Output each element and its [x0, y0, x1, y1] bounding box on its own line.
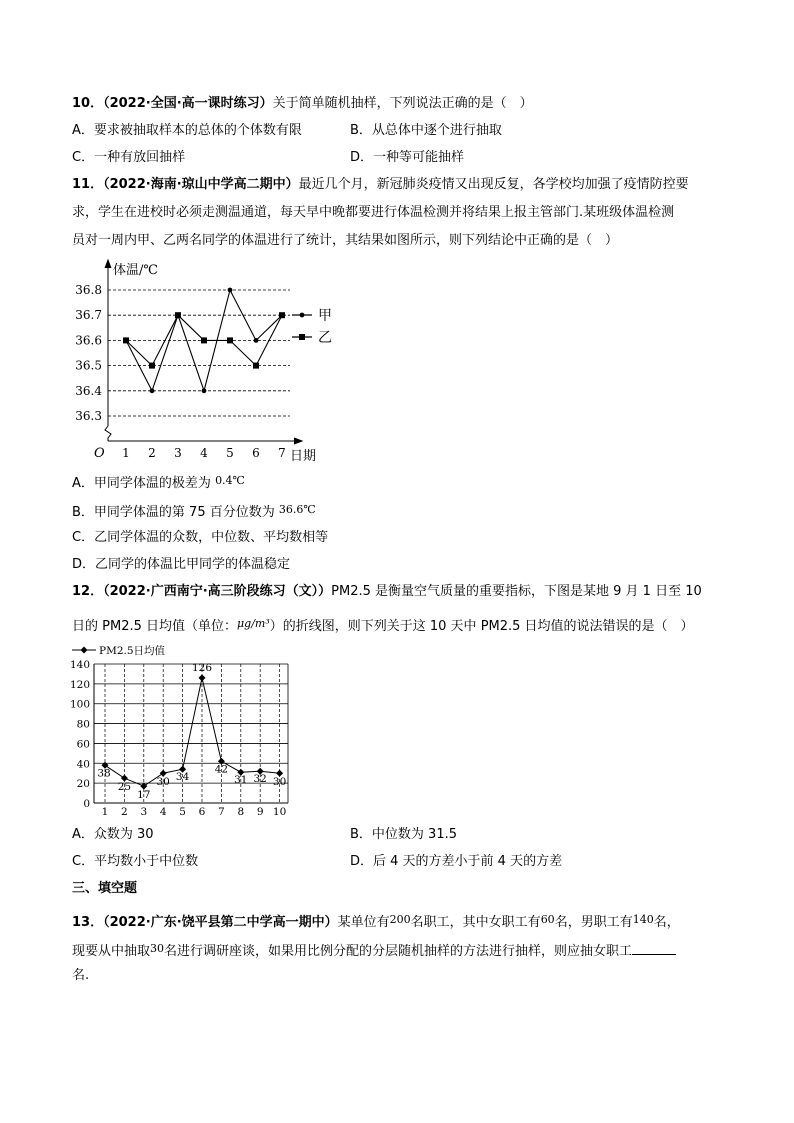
legend-marker [299, 334, 305, 340]
q12-option-d: D．后 4 天的方差小于前 4 天的方差 [350, 854, 563, 869]
q10-text: 关于简单随机抽样，下列说法正确的是（ ） [272, 96, 533, 111]
data-label: 32 [253, 773, 267, 786]
data-point-yi [149, 363, 155, 369]
data-label: 30 [272, 776, 287, 789]
x-tick-label: 1 [122, 446, 130, 460]
data-label: 34 [175, 771, 190, 784]
q12-unit: μg/m³ [237, 617, 270, 630]
y-tick-label: 140 [69, 659, 90, 671]
q10-option-b: B．从总体中逐个进行抽取 [350, 123, 502, 138]
y-tick-label: 36.7 [75, 308, 102, 323]
y-tick-label: 36.3 [75, 409, 102, 423]
q10-source: （2022·全国·高一课时练习） [103, 96, 273, 111]
data-label: 25 [117, 781, 132, 794]
y-tick-label: 36.8 [75, 283, 102, 297]
q11-stem-line2: 求，学生在进校时必须走测温通道，每天早中晚都要进行体温检测并将结果上报主管部门.某班级体温检测 [72, 205, 675, 220]
data-point-jia [254, 338, 259, 343]
y-axis-label: 体温/℃ [113, 263, 158, 278]
x-tick-label: 3 [174, 446, 182, 460]
data-point-jia [150, 388, 155, 393]
x-tick-label: 10 [272, 806, 287, 818]
y-tick-label: 36.6 [75, 333, 102, 348]
q12-option-c: C．平均数小于中位数 [72, 854, 199, 869]
q11-option-c: C．乙同学体温的众数，中位数、平均数相等 [72, 530, 329, 545]
q13-stem-line1: 13．（2022·广东·饶平县第二中学高一期中）某单位有$^{200}$名职工，其中女职工有$^{60}$名，男职工有$^{140}$名， [72, 913, 680, 930]
data-label: 30 [156, 776, 170, 789]
q11-stem-line3: 员对一周内甲、乙两名同学的体温进行了统计，其结果如图所示，则下列结论中正确的是（ ） [72, 233, 619, 248]
q12-stem-line2: 日的 PM2.5 日均值（单位：$^{\mu g/m^3}$）的折线图，则下列关于这 10 天中 PM2.5 日均值的说法错误的是（ ） [72, 617, 694, 634]
y-tick-label: 60 [76, 738, 90, 751]
y-tick-label: 80 [76, 718, 90, 731]
data-point-pm25 [199, 674, 206, 681]
x-tick-label: 9 [256, 806, 264, 818]
y-axis-arrow [105, 260, 111, 268]
pm25-chart [66, 640, 296, 822]
x-axis-arrow [294, 438, 302, 444]
x-tick-label: 2 [121, 806, 128, 818]
x-axis-label: 日期 [290, 449, 317, 464]
q13-stem-line2: 现要从中抽取$^{30}$名进行调研座谈，如果用比例分配的分层随机抽样的方法进行抽样，则应抽女职工 [72, 940, 676, 961]
data-point-yi [123, 337, 129, 343]
q12-stem-line1: 12．（2022·广西南宁·高三阶段练习（文））PM2.5 是衡量空气质量的重要指标，下图是某地 9 月 1 日至 10 [72, 584, 702, 599]
x-tick-label: 3 [140, 806, 148, 818]
y-tick-label: 40 [76, 758, 90, 771]
data-label: 38 [97, 767, 111, 780]
y-tick-label: 36.5 [75, 358, 102, 373]
data-label: 42 [214, 763, 229, 776]
legend-label: 甲 [318, 308, 332, 324]
q13-number: 13． [72, 915, 104, 930]
q10-option-a: A．要求被抽取样本的总体的个体数有限 [72, 123, 302, 138]
x-tick-label: 6 [252, 446, 260, 460]
q13-source: （2022·广东·饶平县第二中学高一期中） [103, 915, 338, 930]
x-tick-label: 7 [218, 806, 225, 818]
q11-number: 11． [72, 177, 104, 192]
axis-break [105, 426, 111, 441]
x-tick-label: 5 [226, 446, 234, 460]
y-tick-label: 36.4 [75, 383, 102, 398]
q12-source: （2022·广西南宁·高三阶段练习（文）） [103, 584, 332, 599]
data-point-yi [253, 363, 259, 369]
legend-label: PM2.5日均值 [99, 645, 166, 657]
data-point-jia [228, 288, 233, 293]
x-tick-label: 2 [148, 446, 156, 460]
answer-blank[interactable] [632, 942, 676, 955]
q12-option-a: A．众数为 30 [72, 827, 154, 842]
data-point-yi [227, 337, 233, 343]
q10-option-c: C．一种有放回抽样 [72, 150, 186, 165]
x-tick-label: 4 [159, 806, 167, 818]
x-tick-label: 5 [179, 806, 186, 818]
temperature-chart [75, 256, 350, 466]
data-point-yi [279, 312, 285, 318]
q11-option-b: B．甲同学体温的第 75 百分位数为 $^{36.6℃}$ [72, 503, 316, 520]
q11-stem-line1: 11．（2022·海南·琼山中学高二期中）最近几个月，新冠肺炎疫情又出现反复，各学校均加强了疫情防控要 [72, 177, 689, 192]
q11-option-a-math: 0.4℃ [215, 474, 245, 487]
origin-label: O [94, 446, 105, 461]
q10-number: 10． [72, 96, 104, 111]
q12-option-b: B．中位数为 31.5 [350, 827, 457, 842]
q10-option-d: D．一种等可能抽样 [350, 150, 465, 165]
data-point-yi [201, 337, 207, 343]
x-tick-label: 8 [237, 806, 245, 818]
y-tick-label: 0 [83, 798, 90, 810]
legend-marker [81, 647, 88, 654]
q11-option-b-math: 36.6℃ [278, 503, 316, 516]
x-tick-label: 4 [200, 446, 208, 460]
q13-stem-line3: 名. [72, 968, 90, 983]
y-tick-label: 100 [69, 698, 90, 711]
q11-source: （2022·海南·琼山中学高二期中） [103, 177, 299, 192]
legend-marker [300, 313, 305, 318]
q11-option-a: A．甲同学体温的极差为 $^{0.4℃}$ [72, 474, 245, 491]
data-point-jia [202, 388, 207, 393]
q11-option-d: D．乙同学的体温比甲同学的体温稳定 [72, 557, 291, 572]
q10-stem [72, 95, 533, 113]
y-tick-label: 20 [76, 778, 90, 791]
x-tick-label: 6 [198, 806, 206, 818]
x-tick-label: 1 [101, 806, 109, 818]
data-point-yi [175, 312, 181, 318]
data-label: 17 [137, 789, 151, 802]
data-label: 31 [234, 774, 248, 787]
y-tick-label: 120 [69, 678, 90, 691]
data-label: 126 [191, 661, 213, 674]
section-heading: 三、填空题 [72, 881, 138, 896]
q12-number: 12． [72, 584, 104, 599]
legend-label: 乙 [318, 330, 332, 346]
x-tick-label: 7 [278, 446, 286, 460]
